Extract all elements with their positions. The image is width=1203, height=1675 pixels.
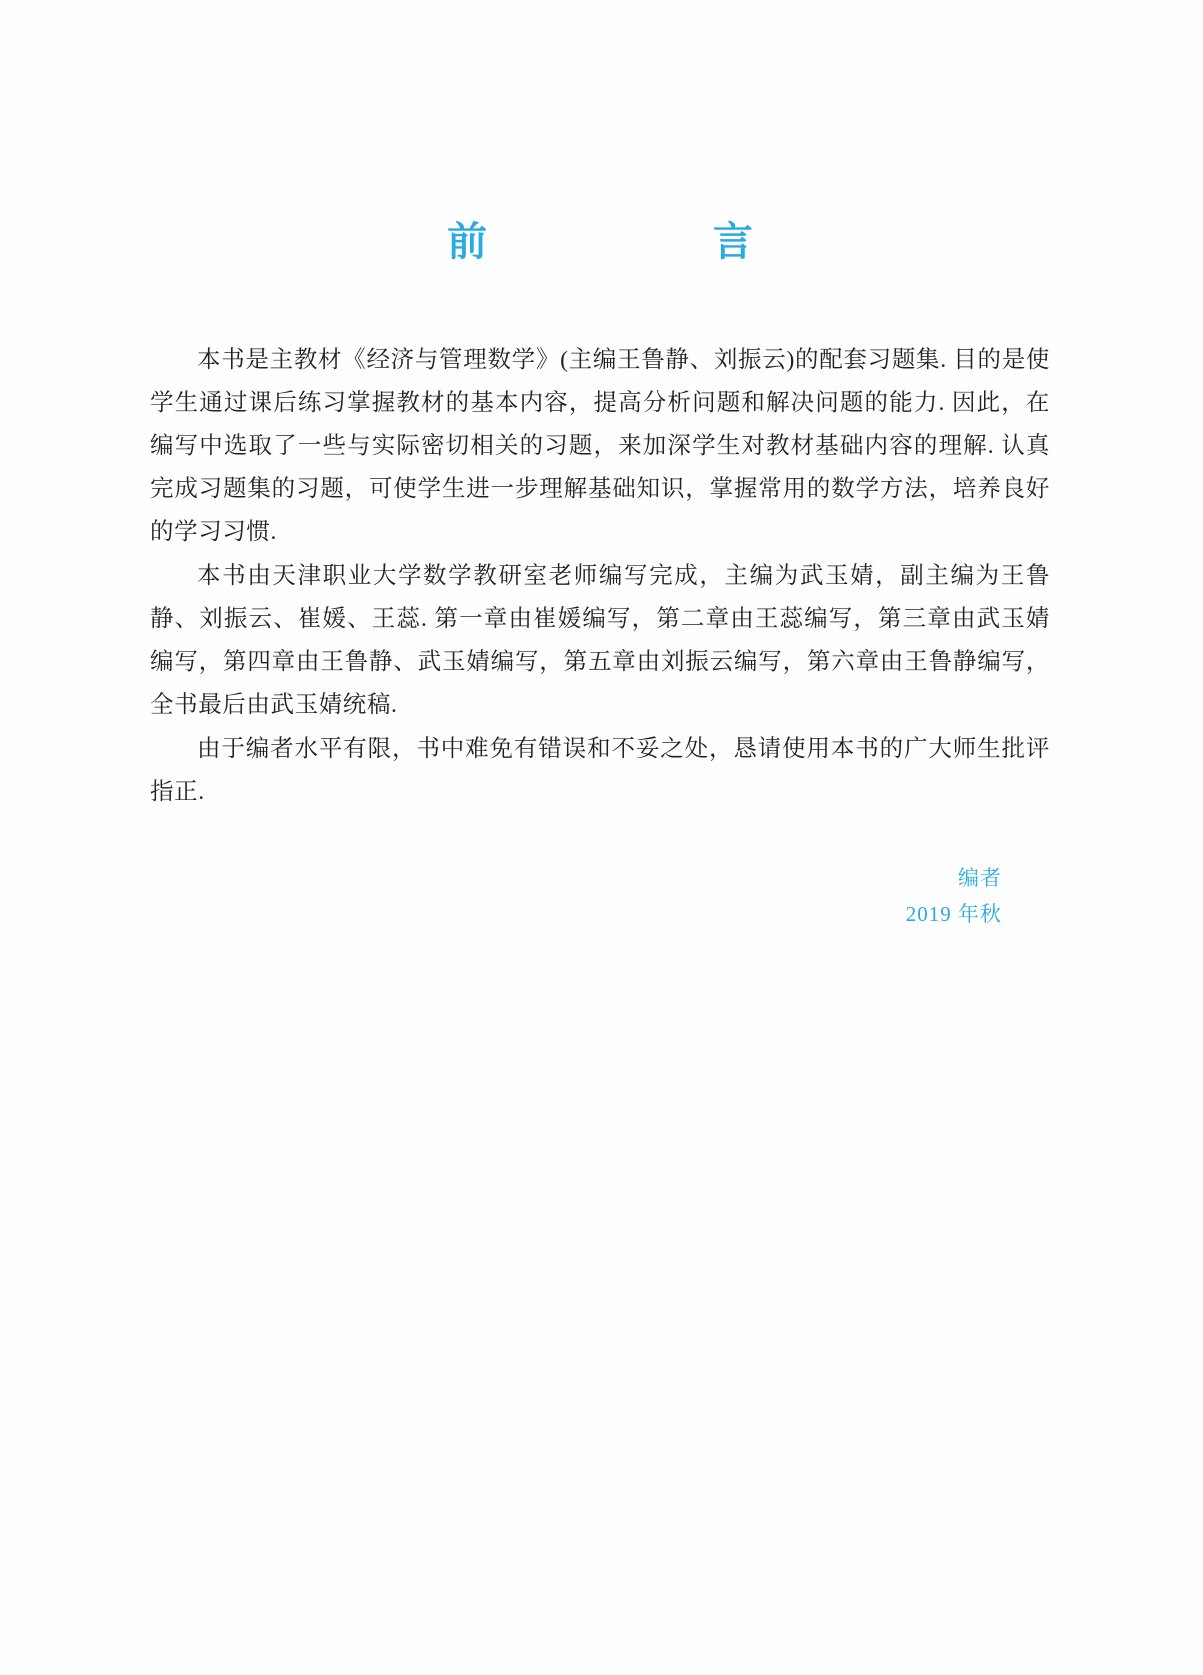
preface-content bbox=[150, 210, 1050, 932]
signature-date: 2019 年秋 bbox=[905, 902, 1002, 926]
page-title: 前 言 bbox=[447, 219, 787, 265]
paragraph-1: 本书是主教材《经济与管理数学》(主编王鲁静、刘振云)的配套习题集. 目的是使学生通过课后练习掌握教材的基本内容，提高分析问题和解决问题的能力. 因此，在编写中选取了一些与实际密切相关的习题，来加深学生对教材基础内容的理解. 认真完成习题集的习题，可使学生进一步理解基础知识，掌握常用的数学方法，培养良好的学习习惯. bbox=[150, 347, 1050, 545]
paragraph-3: 由于编者水平有限，书中难免有错误和不妥之处，恳请使用本书的广大师生批评指正. bbox=[150, 736, 1050, 805]
signature-author: 编者 bbox=[958, 866, 1002, 890]
signature-block bbox=[150, 860, 1050, 932]
paragraph-2: 本书由天津职业大学数学教研室老师编写完成，主编为武玉婧，副主编为王鲁静、刘振云、崔媛、王蕊. 第一章由崔媛编写，第二章由王蕊编写，第三章由武玉婧编写，第四章由王鲁静、武玉婧编写，第五章由刘振云编写，第六章由王鲁静编写，全书最后由武玉婧统稿. bbox=[150, 563, 1050, 718]
